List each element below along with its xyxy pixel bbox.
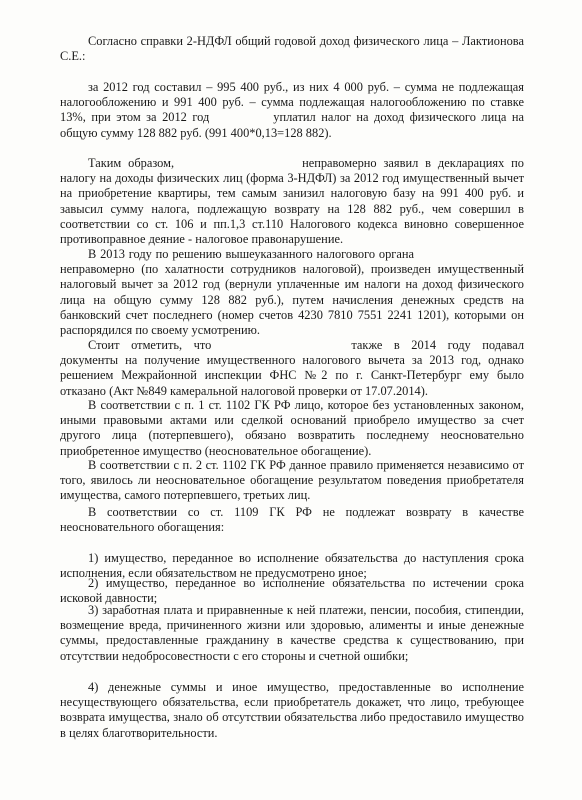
paragraph-deduction-2013 [60,247,524,338]
paragraph-deduction-2014-part1: Стоит отметить, что [88,338,212,352]
paragraph-income-2012 [60,80,524,141]
paragraph-tax-violation [60,156,524,247]
paragraph-deduction-2014-part2: также в 2014 году подавал документы на получение имущественного налогового вычета за 2013 год, однако решением Межрайонной инспекции ФНС №2 по г. Санкт-Петербург ему было отказано (Акт №849 камеральной налоговой проверки от 17.07.2014). [60,338,524,398]
list-item-3: 3) заработная плата и приравненные к ней платежи, пенсии, пособия, стипендии, возмещение вреда, причиненного жизни или здоровью, алименты и иные денежные суммы, предоставленные гражданину в качестве средства к существованию, при отсутствии недобросовестности с его стороны и счетной ошибки; [60,603,524,663]
paragraph-article-1109: В соответствии со ст. 1109 ГК РФ не подлежат возврату в качестве неосновательного обогащения: [60,505,524,535]
paragraph-deduction-2013-part1: В 2013 году по решению вышеуказанного налогового органа [88,247,414,261]
paragraph-deduction-2014 [60,338,524,399]
paragraph-income-2012-part1: за 2012 год составил – 995 400 руб., из них 4 000 руб. – сумма не подлежащая налогообложению и 991 400 руб. – сумма подлежащая налогообложению по ставке 13%, при этом за 2012 год [60,80,524,125]
paragraph-income-intro: Согласно справки 2-НДФЛ общий годовой доход физического лица – Лактионова С.Е.: [60,34,524,64]
list-item-1: 1) имущество, переданное во исполнение обязательства до наступления срока исполнения, если обязательством не предусмотрено иное; [60,551,524,581]
paragraph-income-2012-part2: уплатил налог на доход физического лица на общую сумму 128 882 руб. (991 400*0,13=128 882). [60,110,524,140]
paragraph-tax-violation-part2: неправомерно заявил в декларациях по налогу на доходы физических лиц (форма 3-НДФЛ) за 2012 год имущественный вычет на приобретение квартиры, тем самым занизил налоговую базу на 991 400 руб. и завысил сумму налога, подлежащую возврату на 128 882 руб., чем совершил в соответствии со ст. 106 и пп.1,3 ст.110 Налогового кодекса виновно совершенное противоправное деяние - налоговое правонарушение. [60,156,525,247]
paragraph-article-1102-p2: В соответствии с п. 2 ст. 1102 ГК РФ данное правило применяется независимо от того, явилось ли неосновательное обогащение результатом поведения приобретателя имущества, самого потерпевшего, третьих лиц. [60,458,524,503]
list-item-4: 4) денежные суммы и иное имущество, предоставленные во исполнение несуществующего обязательства, если приобретатель докажет, что лицо, требующее возврата имущества, знало об отсутствии обязательства либо предоставило имущество в целях благотворительности. [60,680,524,740]
paragraph-article-1102-p1: В соответствии с п. 1 ст. 1102 ГК РФ лицо, которое без установленных законом, иными правовыми актами или сделкой оснований приобрело имущество за счет другого лица (потерпевшего), обязано возвратить последнему неосновательно приобретенное имущество (неосновательное обогащение). [60,398,524,458]
paragraph-tax-violation-part1: Таким образом, [88,156,175,170]
list-item-2: 2) имущество, переданное во исполнение обязательства по истечении срока исковой давности; [60,576,524,606]
paragraph-deduction-2013-part2: неправомерно (по халатности сотрудников налоговой), произведен имущественный налоговый вычет за 2012 год (вернули уплаченные им налоги на доход физического лица на общую сумму 128 882 руб.), путем начисления денежных средств на банковский счет последнего (номер счетов 4230 7810 7551 2241 1201), которыми он распорядился по своему усмотрению. [60,262,524,338]
